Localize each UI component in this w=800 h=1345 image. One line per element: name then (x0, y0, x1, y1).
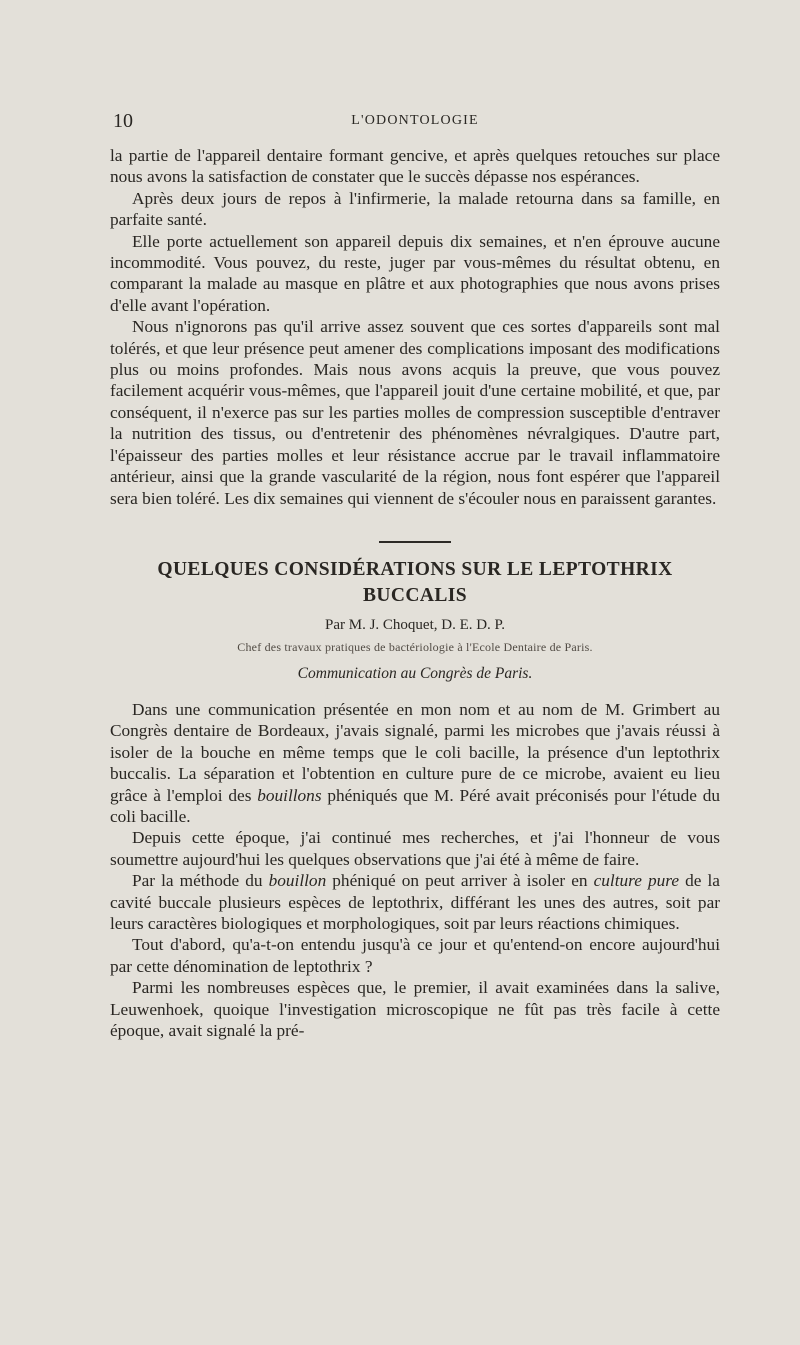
italic-term: culture pure (593, 871, 680, 891)
paragraph (110, 870, 720, 934)
text-run: Par la méthode du (132, 871, 269, 891)
text-run: phéniqués que M. Péré avait préconisés pour l'étude du coli bacille. (110, 785, 720, 826)
text-run: Dans une communication présentée en mon nom et au nom de M. Grimbert au Congrès dentaire de Bordeaux, j'avais signalé, parmi les microbes que j'avais réussi à isoler de la bouche en même temps que le coli bacille, la présence d'un leptothrix buccalis. La séparation et l'obtention en culture pure de ce microbe, avaient eu lieu grâce à l'emploi des (110, 699, 720, 805)
paragraph-continued: la partie de l'appareil dentaire formant gencive, et après quelques retouches sur place nous avons la satisfaction de constater que le succès dépasse nos espérances. (110, 146, 720, 187)
author-affiliation: Chef des travaux pratiques de bactériologie à l'Ecole Dentaire de Paris. (237, 639, 593, 654)
communication-note: Communication au Congrès de Paris. (297, 664, 533, 682)
section-divider (379, 541, 451, 543)
page-body (110, 145, 720, 1041)
page-number: 10 (113, 110, 133, 132)
paragraph (110, 699, 720, 827)
italic-term: bouillon (268, 871, 327, 891)
running-head: L'ODONTOLOGIE (351, 113, 479, 128)
author-byline: Par M. J. Choquet, D. E. D. P. (324, 616, 505, 633)
text-run: phéniqué on peut arriver à isoler en (326, 871, 594, 891)
article-title: QUELQUES CONSIDÉRATIONS SUR LE LEPTOTHRIX BUCCALIS (157, 558, 673, 606)
paragraph: Elle porte actuellement son appareil depuis dix semaines, et n'en éprouve aucune incommodité. Vous pouvez, du reste, juger par vous-mêmes du résultat obtenu, en comparant la malade au masque en plâtre et aux photographies que nous avons prises d'elle avant l'opération. (110, 231, 720, 315)
paragraph: Depuis cette époque, j'ai continué mes recherches, et j'ai l'honneur de vous soumettre aujourd'hui les quelques observations que j'ai été à même de faire. (110, 828, 720, 869)
paragraph: Tout d'abord, qu'a-t-on entendu jusqu'à ce jour et qu'entend-on encore aujourd'hui par cette dénomination de leptothrix ? (110, 935, 720, 976)
italic-term: bouillons (257, 785, 322, 805)
paragraph: Nous n'ignorons pas qu'il arrive assez souvent que ces sortes d'appareils sont mal tolérés, et que leur présence peut amener des complications imposant des modifications plus ou moins profondes. Mais nous avons acquis la preuve, que vous pouvez facilement acquérir vous-mêmes, que l'appareil jouit d'une certaine mobilité, et que, par conséquent, il n'exerce pas sur les parties molles de compression susceptible d'entraver la nutrition des tissus, ou d'entretenir des phénomènes névralgiques. D'autre part, l'épaisseur des parties molles et leur résistance accrue par le travail inflammatoire antérieur, ainsi que la grande vascularité de la région, nous font espérer que l'appareil sera bien toléré. Les dix semaines qui viennent de s'écouler nous en paraissent garantes. (110, 317, 720, 508)
text-run: de la cavité buccale plusieurs espèces de leptothrix, différant les unes des autres, soit par leurs caractères biologiques et morphologiques, soit par leurs réactions chimiques. (110, 871, 720, 933)
page-header (110, 110, 720, 136)
paragraph: Après deux jours de repos à l'infirmerie, la malade retourna dans sa famille, en parfaite santé. (110, 188, 720, 230)
paragraph: Parmi les nombreuses espèces que, le premier, il avait examinées dans la salive, Leuwenhoek, quoique l'investigation microscopique ne fût pas très facile à cette époque, avait signalé la pré- (110, 978, 720, 1040)
